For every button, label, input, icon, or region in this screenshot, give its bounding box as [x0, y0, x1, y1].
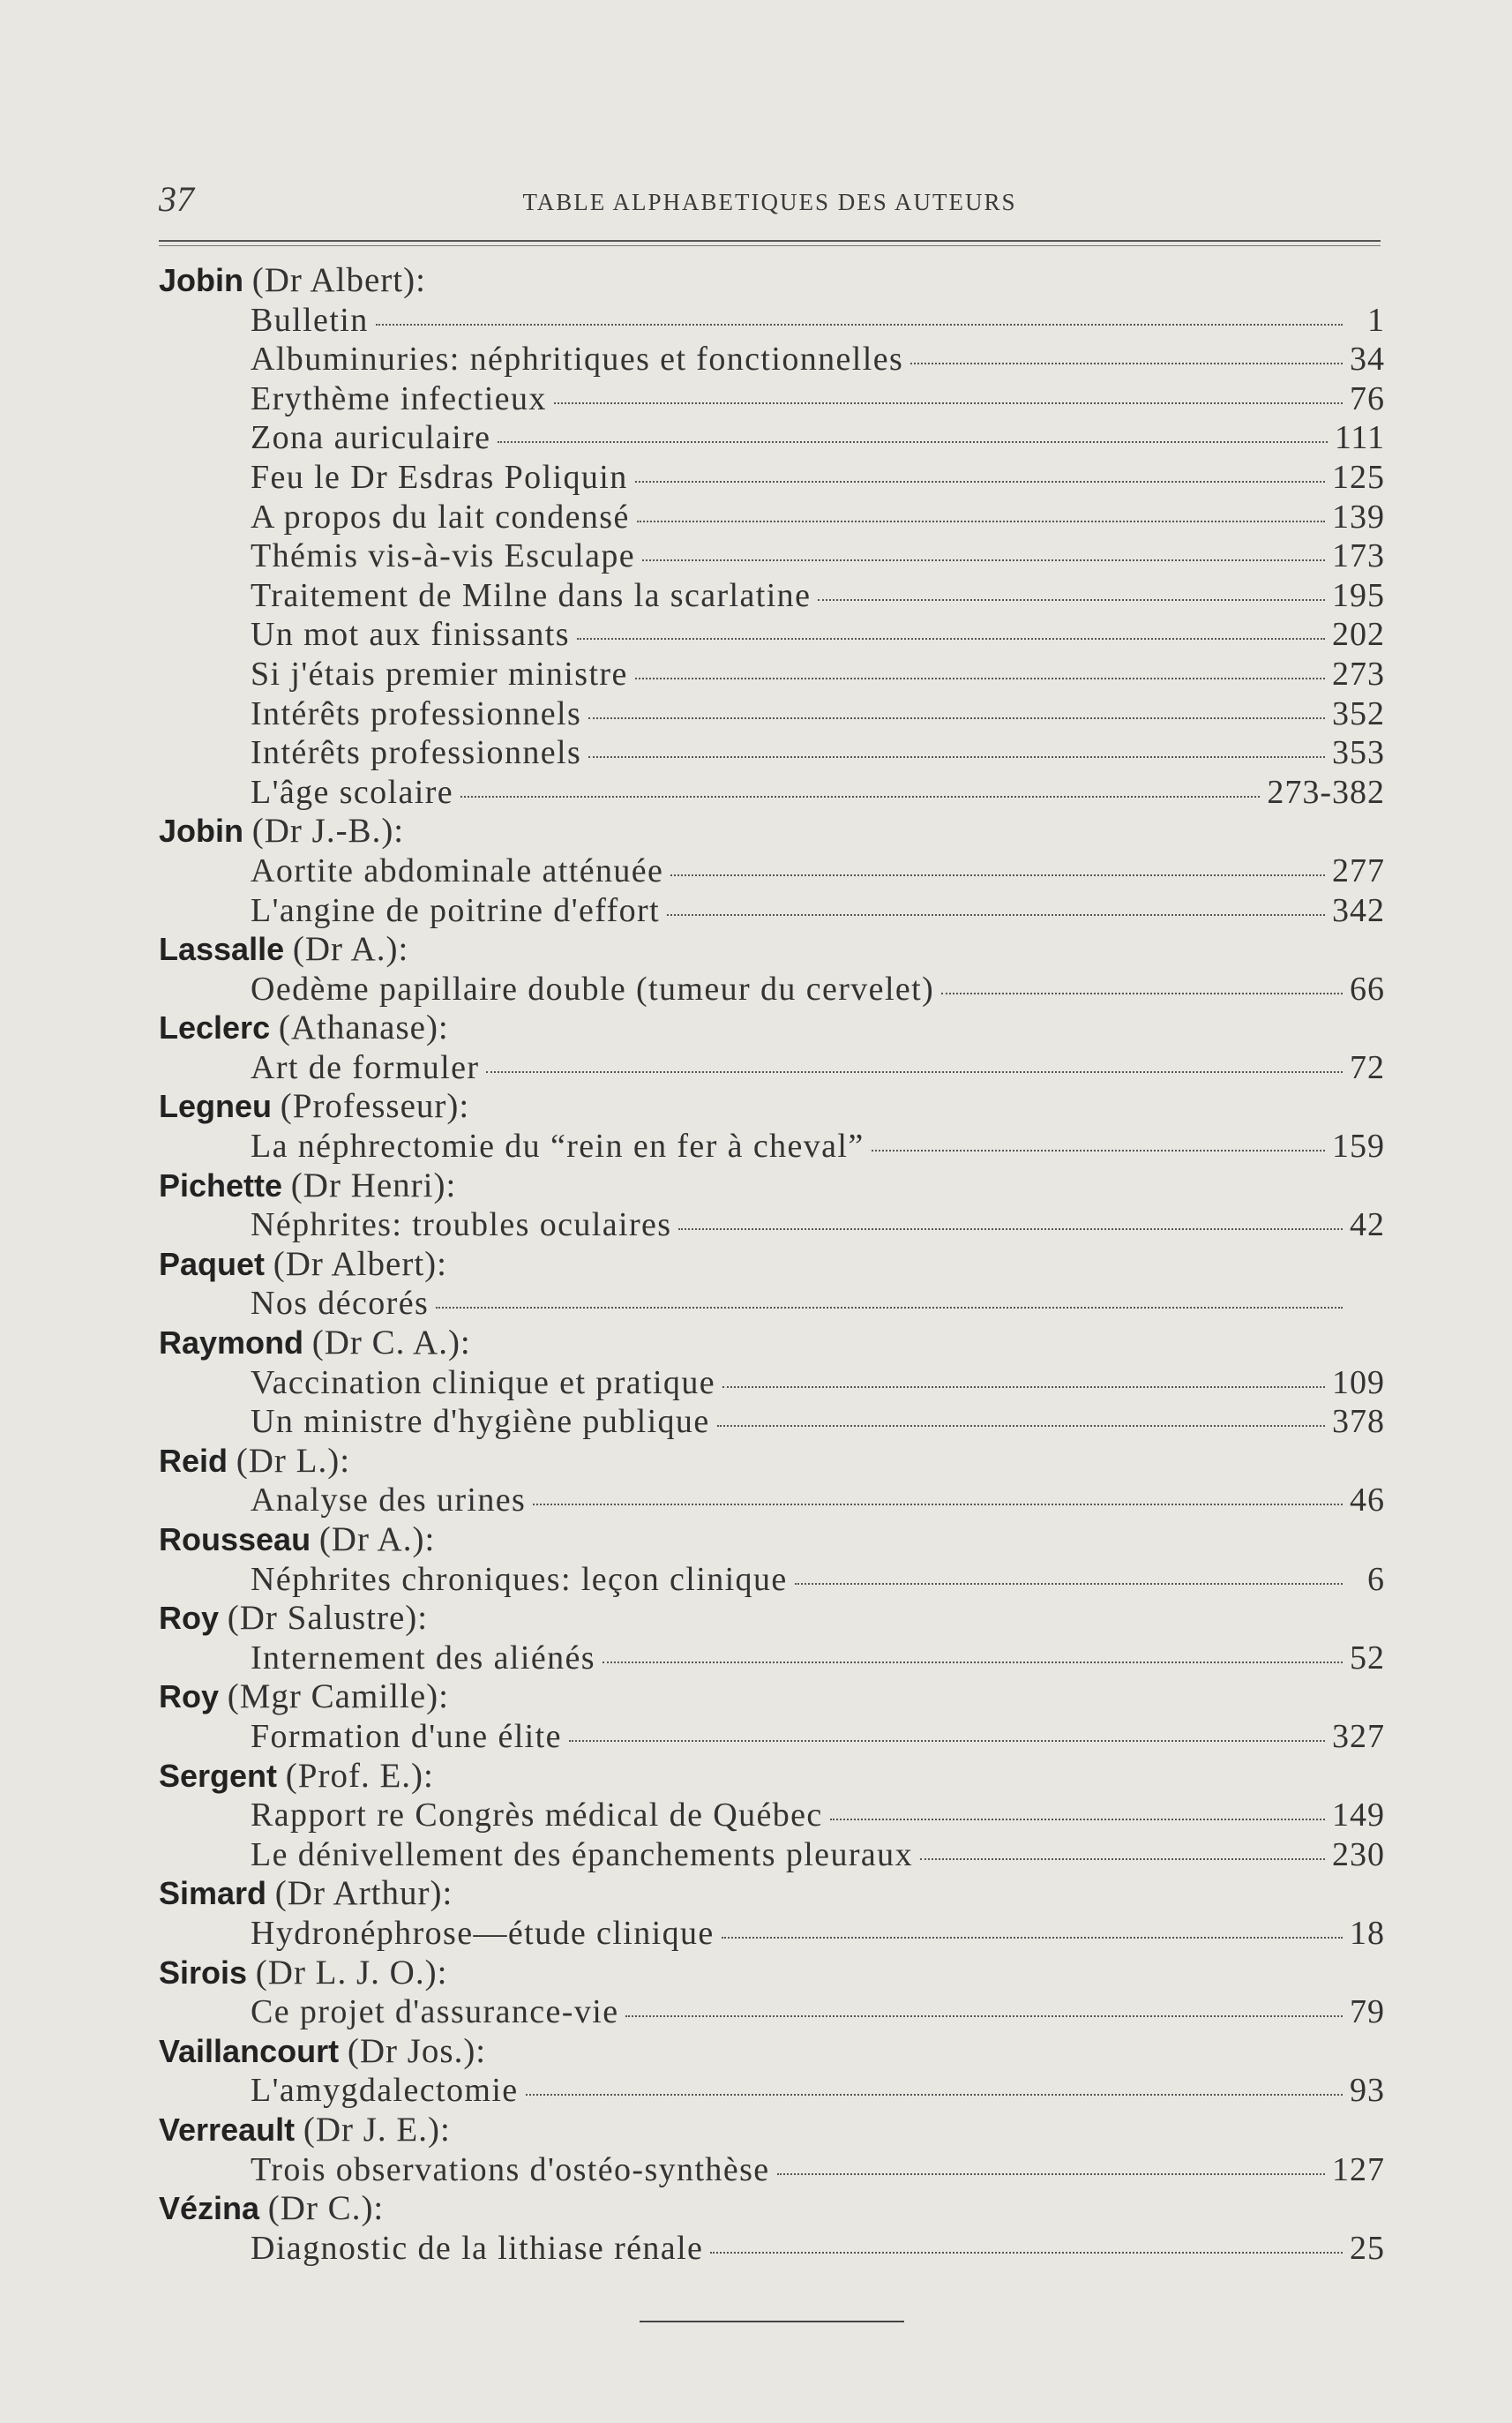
- entry-title: L'angine de poitrine d'effort: [251, 891, 661, 929]
- author-qualifier: (Dr C.):: [267, 2189, 385, 2228]
- dot-leader: [635, 481, 1325, 483]
- entry-page-number: 149: [1332, 1797, 1385, 1834]
- author-qualifier: (Dr J.-B.):: [251, 812, 405, 851]
- dot-leader: [670, 874, 1325, 876]
- running-title: TABLE ALPHABETIQUES DES AUTEURS: [522, 189, 1017, 215]
- dot-leader: [603, 1662, 1343, 1663]
- author-qualifier: (Dr Henri):: [290, 1166, 457, 1204]
- index-entry: [159, 301, 1385, 341]
- entry-title: Feu le Dr Esdras Poliquin: [251, 458, 628, 496]
- author-heading: [159, 1166, 1385, 1206]
- index-entry: [159, 1284, 1385, 1324]
- author-qualifier: (Mgr Camille):: [227, 1677, 449, 1716]
- entry-title: Internement des aliénés: [251, 1639, 595, 1677]
- entry-title: Vaccination clinique et pratique: [251, 1363, 715, 1401]
- dot-leader: [830, 1819, 1325, 1820]
- author-heading: [159, 261, 1385, 301]
- author-heading: [159, 1954, 1385, 1993]
- dot-leader: [588, 717, 1325, 719]
- author-heading: [159, 1324, 1385, 1363]
- dot-leader: [667, 914, 1325, 916]
- author-qualifier: (Dr A.):: [292, 930, 409, 969]
- entry-title: Trois observations d'ostéo-synthèse: [251, 2150, 770, 2188]
- entry-page-number: 273-382: [1267, 773, 1385, 811]
- entry-page-number: 352: [1332, 694, 1385, 732]
- dot-leader: [486, 1071, 1343, 1073]
- index-entry: [159, 2150, 1385, 2190]
- entry-page-number: 66: [1350, 970, 1385, 1008]
- entry-page-number: 230: [1332, 1835, 1385, 1873]
- index-entry: [159, 733, 1385, 773]
- author-index: [159, 261, 1385, 2268]
- dot-leader: [637, 521, 1325, 522]
- entry-title: Intérêts professionnels: [251, 694, 582, 732]
- entry-page-number: 6: [1367, 1560, 1385, 1598]
- index-entry: [159, 1914, 1385, 1954]
- author-name: Sirois: [159, 1954, 248, 1991]
- entry-title: Albuminuries: néphritiques et fonctionnelles: [251, 341, 904, 379]
- index-entry: [159, 615, 1385, 655]
- author-name: Vaillancourt: [159, 2032, 340, 2069]
- author-qualifier: (Dr L.):: [236, 1441, 351, 1480]
- dot-leader: [498, 441, 1327, 443]
- dot-leader: [436, 1307, 1343, 1309]
- index-entry: [159, 891, 1385, 931]
- author-name: Legneu: [159, 1088, 273, 1125]
- author-name: Lassalle: [159, 931, 285, 968]
- dot-leader: [460, 796, 1260, 798]
- entry-title: Formation d'une élite: [251, 1717, 562, 1755]
- author-name: Rousseau: [159, 1521, 311, 1557]
- author-qualifier: (Dr Arthur):: [274, 1874, 453, 1913]
- author-heading: [159, 1245, 1385, 1285]
- index-entry: [159, 1205, 1385, 1245]
- page-number: 37: [159, 179, 194, 219]
- author-qualifier: (Dr Albert):: [273, 1244, 447, 1283]
- entry-page-number: 93: [1350, 2072, 1385, 2110]
- index-entry: [159, 1835, 1385, 1875]
- entry-page-number: 111: [1334, 419, 1385, 457]
- entry-page-number: 25: [1350, 2229, 1385, 2267]
- index-entry: [159, 1639, 1385, 1678]
- index-entry: [159, 379, 1385, 419]
- dot-leader: [717, 1425, 1325, 1427]
- entry-title: Aortite abdominale atténuée: [251, 851, 664, 889]
- author-heading: [159, 1087, 1385, 1127]
- entry-title: A propos du lait condensé: [251, 498, 630, 536]
- entry-page-number: 76: [1350, 379, 1385, 417]
- entry-page-number: 327: [1332, 1717, 1385, 1755]
- dot-leader: [872, 1150, 1325, 1151]
- entry-title: Hydronéphrose—étude clinique: [251, 1914, 715, 1952]
- author-name: Roy: [159, 1678, 220, 1715]
- entry-page-number: 173: [1332, 537, 1385, 575]
- author-name: Leclerc: [159, 1009, 271, 1046]
- dot-leader: [533, 1504, 1343, 1505]
- index-entry: [159, 340, 1385, 379]
- dot-leader: [642, 559, 1325, 561]
- index-entry: [159, 1560, 1385, 1600]
- author-heading: [159, 1009, 1385, 1048]
- entry-page-number: 202: [1332, 616, 1385, 654]
- entry-title: La néphrectomie du “rein en fer à cheval”: [251, 1128, 865, 1166]
- author-heading: [159, 930, 1385, 970]
- entry-title: Thémis vis-à-vis Esculape: [251, 537, 636, 575]
- entry-title: Analyse des urines: [251, 1482, 527, 1519]
- author-name: Raymond: [159, 1324, 304, 1362]
- author-qualifier: (Dr J. E.):: [303, 2110, 451, 2149]
- entry-page-number: 18: [1350, 1914, 1385, 1952]
- index-entry: [159, 1048, 1385, 1088]
- author-name: Verreault: [159, 2111, 296, 2148]
- index-entry: [159, 1796, 1385, 1835]
- author-name: Vézina: [159, 2190, 260, 2227]
- entry-page-number: 195: [1332, 576, 1385, 614]
- author-heading: [159, 1599, 1385, 1639]
- author-heading: [159, 1677, 1385, 1717]
- entry-page-number: 109: [1332, 1363, 1385, 1401]
- index-entry: [159, 1481, 1385, 1520]
- entry-title: Intérêts professionnels: [251, 734, 582, 772]
- entry-page-number: 34: [1350, 341, 1385, 379]
- entry-page-number: 378: [1332, 1403, 1385, 1441]
- index-entry: [159, 458, 1385, 498]
- dot-leader: [920, 1858, 1325, 1860]
- entry-page-number: 273: [1332, 655, 1385, 693]
- dot-leader: [569, 1740, 1325, 1742]
- entry-title: Erythème infectieux: [251, 379, 547, 417]
- index-entry: [159, 1992, 1385, 2032]
- entry-title: Un mot aux finissants: [251, 616, 570, 654]
- entry-page-number: 72: [1350, 1048, 1385, 1086]
- index-entry: [159, 1127, 1385, 1166]
- author-qualifier: (Dr Salustre):: [227, 1599, 429, 1638]
- entry-title: Le dénivellement des épanchements pleuraux: [251, 1835, 913, 1873]
- entry-page-number: 353: [1332, 734, 1385, 772]
- dot-leader: [795, 1583, 1343, 1585]
- index-entry: [159, 851, 1385, 891]
- author-name: Jobin: [159, 262, 243, 298]
- entry-page-number: 42: [1350, 1206, 1385, 1244]
- dot-leader: [710, 2252, 1343, 2254]
- entry-page-number: 79: [1350, 1993, 1385, 2031]
- entry-title: Néphrites chroniques: leçon clinique: [251, 1560, 788, 1598]
- index-entry: [159, 2071, 1385, 2111]
- footer-rule: [640, 2321, 904, 2322]
- author-name: Pichette: [159, 1166, 283, 1204]
- header-double-rule: [159, 240, 1381, 246]
- author-qualifier: (Athanase):: [278, 1009, 449, 1047]
- author-heading: [159, 2032, 1385, 2072]
- entry-title: Bulletin: [251, 301, 369, 339]
- entry-title: Ce projet d'assurance-vie: [251, 1993, 619, 2031]
- entry-page-number: 127: [1332, 2150, 1385, 2188]
- entry-title: L'amygdalectomie: [251, 2072, 519, 2110]
- author-qualifier: (Dr A.):: [318, 1520, 436, 1558]
- author-heading: [159, 1757, 1385, 1797]
- entry-title: Si j'étais premier ministre: [251, 655, 628, 693]
- index-entry: [159, 1402, 1385, 1442]
- dot-leader: [818, 599, 1325, 601]
- author-heading: [159, 1874, 1385, 1914]
- dot-leader: [526, 2094, 1343, 2096]
- dot-leader: [910, 363, 1343, 364]
- index-entry: [159, 418, 1385, 458]
- author-qualifier: (Dr Albert):: [251, 261, 426, 299]
- index-entry: [159, 655, 1385, 694]
- author-qualifier: (Dr C. A.):: [311, 1324, 471, 1362]
- dot-leader: [625, 2015, 1343, 2017]
- dot-leader: [635, 678, 1325, 679]
- dot-leader: [376, 324, 1343, 326]
- author-heading: [159, 2189, 1385, 2229]
- entry-title: Nos décorés: [251, 1285, 430, 1323]
- entry-title: Un ministre d'hygiène publique: [251, 1403, 710, 1441]
- entry-title: Zona auriculaire: [251, 419, 491, 457]
- dot-leader: [588, 756, 1325, 758]
- index-entry: [159, 576, 1385, 616]
- index-entry: [159, 1363, 1385, 1403]
- author-name: Reid: [159, 1442, 228, 1479]
- index-entry: [159, 970, 1385, 1009]
- index-entry: [159, 2229, 1385, 2269]
- author-name: Paquet: [159, 1245, 266, 1282]
- author-heading: [159, 1442, 1385, 1482]
- dot-leader: [777, 2173, 1325, 2175]
- author-qualifier: (Dr Jos.):: [347, 2031, 487, 2070]
- author-name: Simard: [159, 1875, 267, 1912]
- author-heading: [159, 1520, 1385, 1560]
- entry-title: Diagnostic de la lithiase rénale: [251, 2229, 704, 2267]
- dot-leader: [941, 993, 1343, 994]
- dot-leader: [722, 1386, 1325, 1388]
- author-name: Jobin: [159, 813, 243, 850]
- entry-page-number: 159: [1332, 1128, 1385, 1166]
- entry-title: Traitement de Milne dans la scarlatine: [251, 576, 812, 614]
- entry-page-number: 125: [1332, 458, 1385, 496]
- entry-title: Néphrites: troubles oculaires: [251, 1206, 672, 1244]
- entry-page-number: 52: [1350, 1639, 1385, 1677]
- author-heading: [159, 2111, 1385, 2150]
- entry-page-number: 342: [1332, 891, 1385, 929]
- entry-page-number: 277: [1332, 851, 1385, 889]
- dot-leader: [722, 1937, 1343, 1939]
- entry-page-number: 46: [1350, 1482, 1385, 1519]
- author-qualifier: (Professeur):: [280, 1087, 470, 1126]
- author-name: Sergent: [159, 1757, 278, 1794]
- dot-leader: [678, 1228, 1343, 1230]
- entry-title: L'âge scolaire: [251, 773, 454, 811]
- author-name: Roy: [159, 1600, 220, 1637]
- index-entry: [159, 1717, 1385, 1757]
- author-qualifier: (Dr L. J. O.):: [255, 1953, 448, 1992]
- entry-title: Oedème papillaire double (tumeur du cervelet): [251, 970, 935, 1008]
- entry-page-number: 1: [1367, 301, 1385, 339]
- index-entry: [159, 536, 1385, 576]
- index-entry: [159, 773, 1385, 813]
- page-header: [159, 178, 1381, 231]
- entry-title: Art de formuler: [251, 1048, 480, 1086]
- dot-leader: [554, 402, 1343, 404]
- dot-leader: [577, 638, 1325, 640]
- entry-title: Rapport re Congrès médical de Québec: [251, 1797, 823, 1834]
- entry-page-number: 139: [1332, 498, 1385, 536]
- index-entry: [159, 694, 1385, 734]
- author-qualifier: (Prof. E.):: [285, 1756, 434, 1795]
- author-heading: [159, 812, 1385, 851]
- index-entry: [159, 498, 1385, 537]
